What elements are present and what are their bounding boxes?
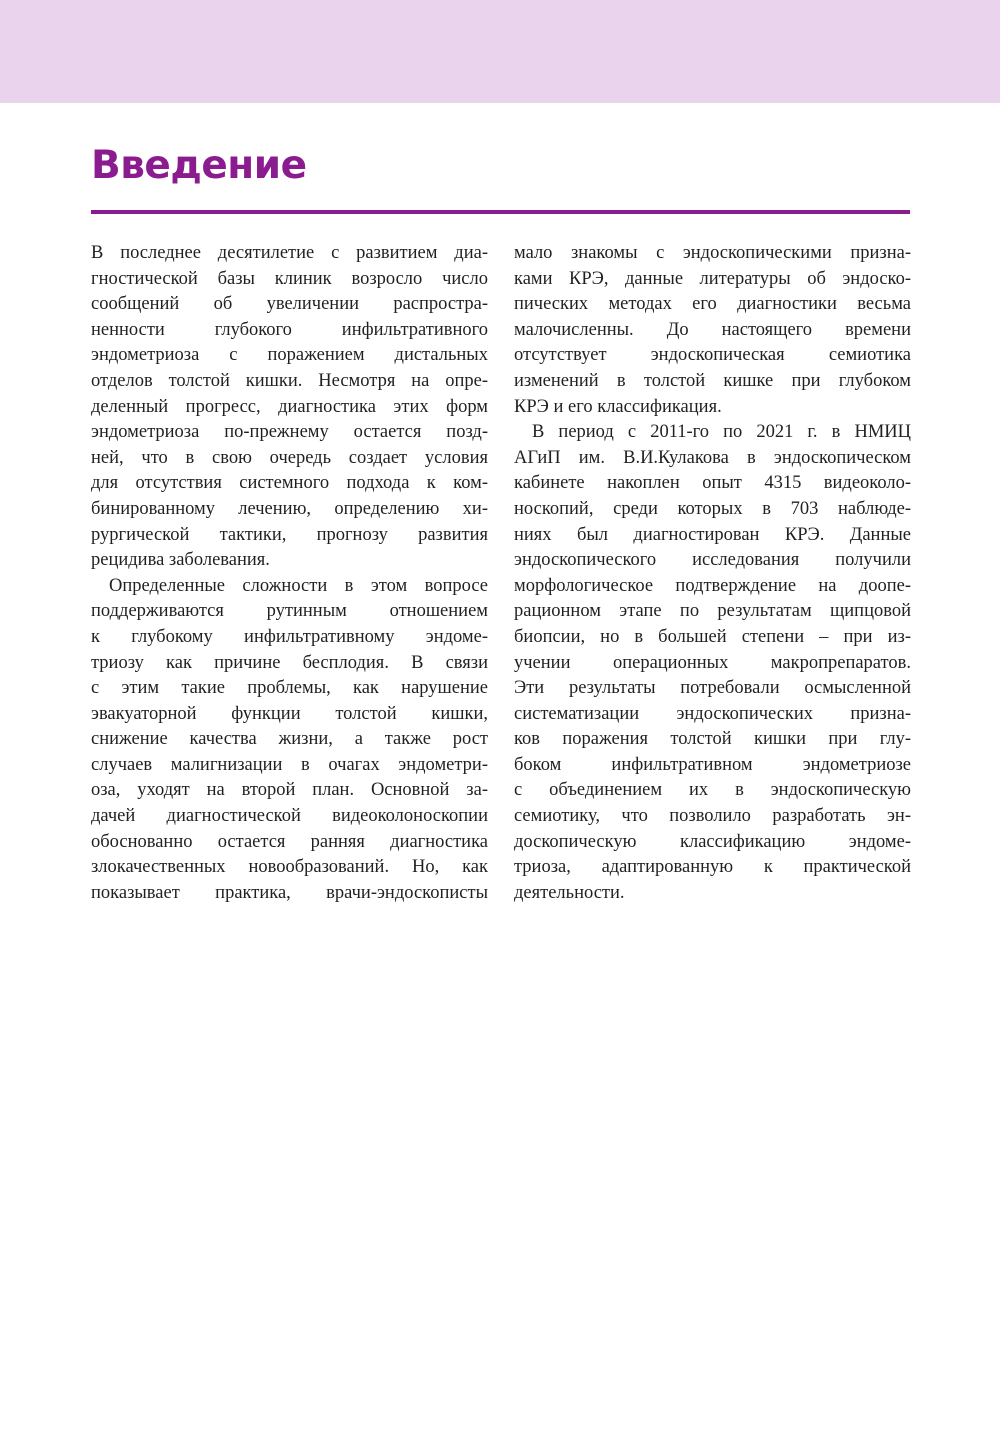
text-line: доскопическую классификацию эндоме- — [514, 831, 911, 852]
text-line: рецидива заболевания. — [91, 550, 270, 571]
text-line: рационном этапе по результатам щипцовой — [514, 601, 911, 622]
text-line: деятельности. — [514, 882, 625, 903]
text-line: систематизации эндоскопических призна- — [514, 703, 911, 724]
text-line: ков поражения толстой кишки при глу- — [514, 729, 911, 750]
text-line: эндометриоза с поражением дистальных — [91, 345, 488, 366]
text-line: биопсии, но в большей степени – при из- — [514, 626, 911, 647]
text-line: носкопий, среди которых в 703 наблюде- — [514, 498, 911, 519]
header-band — [0, 0, 1000, 103]
text-line: бинированному лечению, определению хи- — [91, 498, 488, 519]
text-line: мало знакомы с эндоскопическими призна- — [514, 243, 911, 263]
text-line: для отсутствия системного подхода к ком- — [91, 473, 488, 494]
text-line: случаев малигнизации в очагах эндометри- — [91, 754, 488, 775]
text-line: В последнее десятилетие с развитием диа- — [91, 243, 488, 263]
text-line: Определенные сложности в этом вопросе — [109, 575, 488, 596]
text-line: деленный прогресс, диагностика этих форм — [91, 396, 488, 417]
text-line: изменений в толстой кишке при глубоком — [514, 370, 911, 391]
text-line: КРЭ и его классификация. — [514, 396, 722, 417]
text-line: отсутствует эндоскопическая семиотика — [514, 345, 911, 366]
text-line: триоза, адаптированную к практической — [514, 857, 911, 878]
text-line: морфологическое подтверждение на доопе- — [514, 575, 911, 596]
text-line: с объединением их в эндоскопическую — [514, 780, 911, 801]
text-line: поддерживаются рутинным отношением — [91, 601, 488, 622]
text-line: ней, что в свою очередь создает условия — [91, 447, 488, 468]
text-line: эндоскопического исследования получили — [514, 550, 911, 571]
text-line: оза, уходят на второй план. Основной за- — [91, 780, 488, 801]
text-line: кабинете накоплен опыт 4315 видеоколо- — [514, 473, 911, 494]
text-line: Эти результаты потребовали осмысленной — [514, 678, 911, 699]
text-line: семиотику, что позволило разработать эн- — [514, 806, 911, 827]
text-line: с этим такие проблемы, как нарушение — [91, 678, 488, 699]
text-line: АГиП им. В.И.Кулакова в эндоскопическом — [514, 447, 911, 468]
text-line: злокачественных новообразований. Но, как — [91, 857, 488, 878]
text-line: ниях был диагностирован КРЭ. Данные — [514, 524, 911, 545]
text-line: сообщений об увеличении распростра- — [91, 294, 488, 315]
text-line: В период с 2011-го по 2021 г. в НМИЦ — [532, 422, 911, 443]
text-line: рургической тактики, прогнозу развития — [91, 524, 488, 545]
text-line: к глубокому инфильтративному эндоме- — [91, 626, 488, 647]
text-line: эвакуаторной функции толстой кишки, — [91, 703, 488, 724]
text-line: малочисленны. До настоящего времени — [514, 319, 911, 340]
text-line: триозу как причине бесплодия. В связи — [91, 652, 488, 673]
right-column-text — [514, 241, 911, 906]
text-line: ками КРЭ, данные литературы об эндоско- — [514, 268, 911, 289]
text-line: эндометриоза по-прежнему остается позд- — [91, 422, 488, 443]
title-divider — [91, 210, 910, 214]
page-title: Введение — [91, 143, 307, 188]
text-line: боком инфильтративном эндометриозе — [514, 754, 911, 775]
text-line: учении операционных макропрепаратов. — [514, 652, 911, 673]
text-line: снижение качества жизни, а также рост — [91, 729, 488, 750]
text-line: дачей диагностической видеоколоноскопии — [91, 806, 488, 827]
text-line: показывает практика, врачи-эндоскописты — [91, 882, 488, 903]
text-line: обоснованно остается ранняя диагностика — [91, 831, 488, 852]
text-line: отделов толстой кишки. Несмотря на опре- — [91, 370, 488, 391]
text-line: ненности глубокого инфильтративного — [91, 319, 488, 340]
text-line: гностической базы клиник возросло число — [91, 268, 488, 289]
left-column-text — [91, 241, 488, 906]
text-line: пических методах его диагностики весьма — [514, 294, 911, 315]
